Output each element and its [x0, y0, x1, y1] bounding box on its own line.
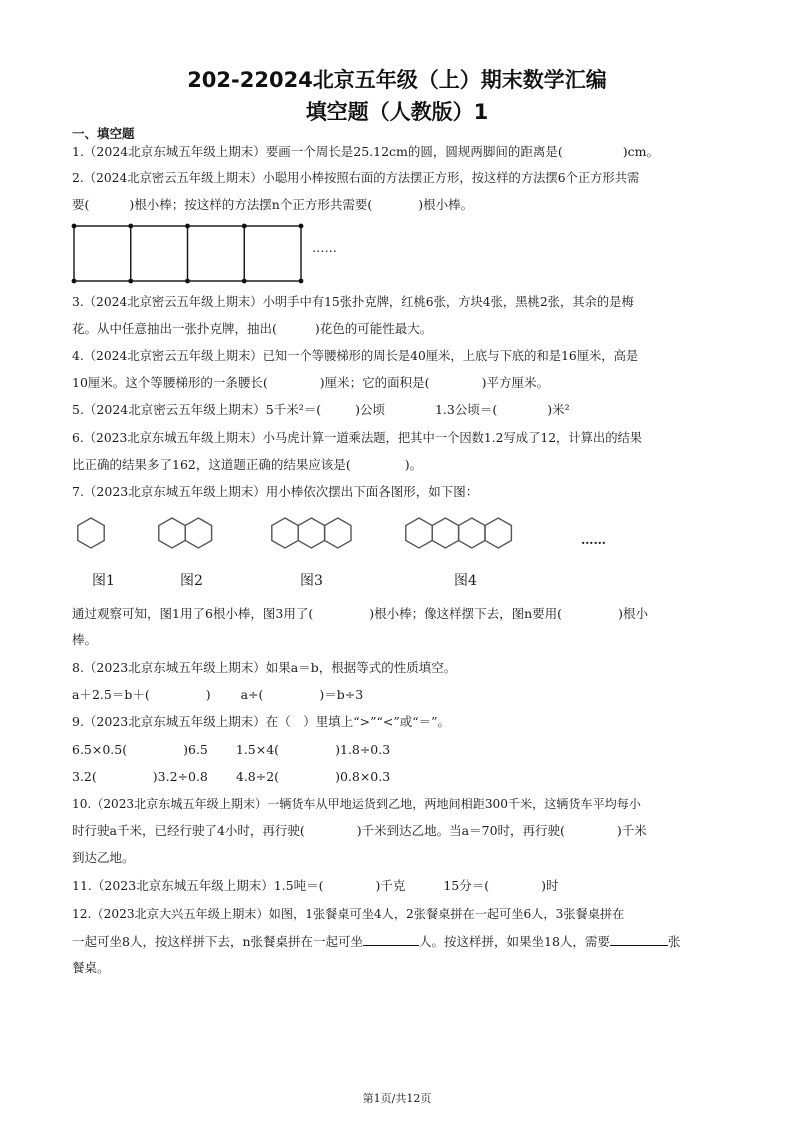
figure-1-caption: 图1: [92, 573, 115, 589]
q8-seg-c: a÷(: [240, 687, 264, 702]
question-7-line-2: [72, 606, 648, 622]
document-title: 202-22024北京五年级（上）期末数学汇编: [187, 68, 607, 92]
question-9-line-1: 9.（2023北京东城五年级上期末）在（ ）里填上“>”“<”或“＝”。: [72, 714, 451, 729]
hexagon-figures: [70, 512, 630, 572]
question-7-line-1: 7.（2023北京东城五年级上期末）用小棒依次摆出下面各图形，如下图：: [72, 484, 479, 499]
question-8-line-2: [72, 687, 363, 703]
question-3-line-1: 3.（2024北京密云五年级上期末）小明手中有15张扑克牌，红桃6张，方块4张，黑桃2张，其余的是梅: [72, 295, 634, 309]
q7-seg-b: )根小棒；像这样摆下去，图n要用(: [369, 606, 563, 621]
q2-seg-a: 要(: [72, 197, 90, 212]
q6-seg-a: 比正确的结果多了162，这道题正确的结果应该是(: [72, 457, 351, 472]
q11-seg-d: )时: [541, 878, 559, 893]
q11-seg-a: 11.（2023北京东城五年级上期末）1.5吨＝(: [72, 878, 324, 893]
question-10-line-1: 10.（2023北京东城五年级上期末）一辆货车从甲地运货到乙地，两地间相距300千米，这辆货车平均每小: [72, 797, 641, 811]
q3-seg-a: 花。从中任意抽出一张扑克牌，抽出(: [72, 321, 277, 336]
q12-seg-c: 张: [667, 934, 681, 949]
question-1: [72, 144, 659, 160]
page-footer: 第1页/共12页: [362, 1092, 432, 1105]
q3-seg-b: )花色的可能性最大。: [314, 321, 433, 336]
question-12-line-3: 餐桌。: [72, 960, 110, 975]
question-7-line-3: 棒。: [72, 632, 98, 647]
q8-seg-d: )＝b÷3: [319, 687, 364, 702]
q9-r1-b: )6.5: [183, 742, 208, 757]
q5-seg-b: )公顷: [355, 402, 385, 417]
q7-seg-c: )根小: [618, 606, 648, 621]
document-subtitle: 填空题（人教版）1: [305, 100, 489, 124]
q4-seg-b: )厘米；它的面积是(: [319, 375, 430, 390]
q2-seg-c: )根小棒。: [418, 197, 474, 212]
q8-seg-a: a＋2.5＝b＋(: [72, 687, 150, 702]
square-sticks-figure: [72, 224, 312, 284]
q9-r2-b: )3.2÷0.8: [152, 769, 208, 784]
question-6-line-1: 6.（2023北京东城五年级上期末）小马虎计算一道乘法题，把其中一个因数1.2写成了12，计算出的结果: [72, 431, 643, 445]
question-2-line-2: [72, 197, 473, 213]
q7-seg-a: 通过观察可知，图1用了6根小棒，图3用了(: [72, 606, 314, 621]
question-12-line-1: 12.（2023北京大兴五年级上期末）如图，1张餐桌可坐4人，2张餐桌拼在一起可坐6人，3张餐桌拼在: [72, 907, 625, 921]
q5-seg-c: 1.3公顷＝(: [434, 402, 498, 417]
q10-seg-c: )千米: [616, 823, 647, 838]
question-9-row-2: [72, 769, 390, 785]
q9-r1-a: 6.5×0.5(: [72, 742, 128, 757]
question-2-line-1: 2.（2024北京密云五年级上期末）小聪用小棒按照右面的方法摆正方形，按这样的方法摆6个正方形共需: [72, 171, 640, 185]
q4-seg-c: )平方厘米。: [481, 375, 549, 390]
q12-seg-b: 人。按这样拼，如果坐18人，需要: [419, 934, 610, 949]
section-heading: 一、填空题: [72, 126, 135, 141]
q8-seg-b: ): [205, 687, 211, 702]
q10-seg-a: 时行驶a千米，已经行驶了4小时，再行驶(: [72, 823, 305, 838]
q9-r2-c: 4.8÷2(: [235, 769, 280, 784]
q9-r2-d: )0.8×0.3: [335, 769, 391, 784]
question-8-line-1: 8.（2023北京东城五年级上期末）如果a＝b，根据等式的性质填空。: [72, 660, 457, 675]
question-4-line-2: [72, 375, 549, 391]
q5-seg-d: )米²: [547, 402, 570, 417]
question-1-text: 1.（2024北京东城五年级上期末）要画一个周长是25.12cm的圆，圆规两脚间的距离是(: [72, 144, 563, 159]
q6-seg-b: )。: [404, 457, 423, 472]
question-11: [72, 878, 559, 894]
q9-r1-c: 1.5×4(: [235, 742, 280, 757]
q12-seg-a: 一起可坐8人，按这样拼下去，n张餐桌拼在一起可坐: [72, 934, 364, 949]
q2-seg-b: )根小棒；按这样的方法摆n个正方形共需要(: [129, 197, 373, 212]
question-1-text-end: )cm。: [622, 144, 659, 159]
question-4-line-1: 4.（2024北京密云五年级上期末）已知一个等腰梯形的周长是40厘米，上底与下底的和是16厘米，高是: [72, 349, 639, 363]
hexagon-ellipsis: ……: [581, 532, 606, 547]
question-9-row-1: [72, 742, 390, 758]
square-figure-ellipsis: ……: [312, 240, 337, 255]
q11-seg-b: )千克: [375, 878, 406, 893]
question-6-line-2: [72, 457, 422, 473]
question-3-line-2: [72, 321, 432, 337]
q5-seg-a: 5.（2024北京密云五年级上期末）5千米²＝(: [72, 402, 322, 417]
figure-4-caption: 图4: [454, 573, 477, 589]
question-10-line-3: 到达乙地。: [72, 850, 135, 865]
q9-r2-a: 3.2(: [72, 769, 97, 784]
q4-seg-a: 10厘米。这个等腰梯形的一条腰长(: [72, 375, 268, 390]
figure-2-caption: 图2: [180, 573, 203, 589]
q11-seg-c: 15分＝(: [443, 878, 490, 893]
q9-r1-d: )1.8÷0.3: [335, 742, 391, 757]
figure-3-caption: 图3: [300, 573, 323, 589]
question-5: [72, 402, 570, 418]
question-12-line-2: [72, 933, 680, 950]
question-10-line-2: [72, 823, 647, 839]
q10-seg-b: )千米到达乙地。当a＝70时，再行驶(: [356, 823, 565, 838]
